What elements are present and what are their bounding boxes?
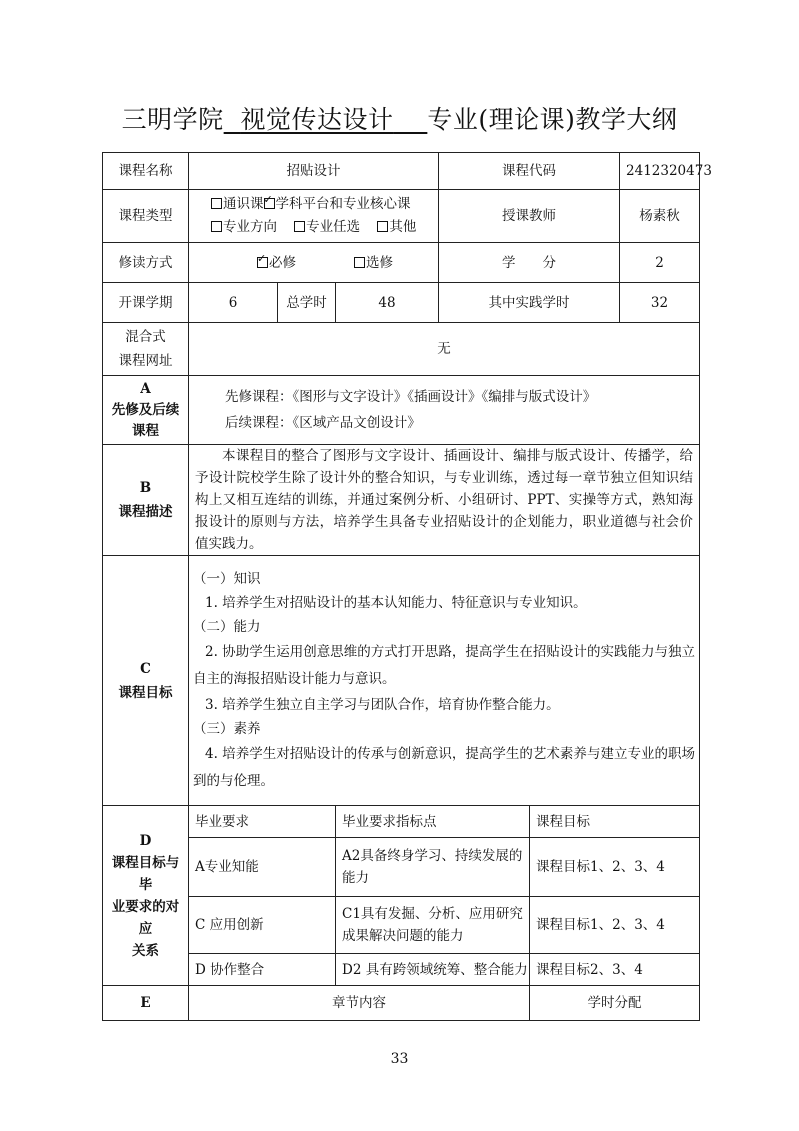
course-type-label: 课程类型 — [103, 190, 189, 243]
total-hours-label: 总学时 — [278, 283, 336, 323]
section-a-content — [189, 376, 700, 445]
objective-heading-knowledge: （一）知识 — [193, 570, 261, 587]
checkbox-icon — [294, 221, 305, 232]
indicator-cell: D2 具有跨领域统筹、整合能力 — [336, 954, 530, 986]
course-description: 本课程目的整合了图形与文字设计、插画设计、编排与版式设计、传播学，给予设计院校学生除了设计外的整合知识，与专业训练，透过每一章节独立但知识结构上又相互连结的训练，并通过案例分析、小组研讨、PPT、实操等方式，熟知海报设计的原则与方法，培养学生具备专业招贴设计的企划能力，职业道德与社会价值实践力。 — [189, 445, 700, 556]
table-row — [103, 838, 700, 897]
course-url-label: 混合式 课程网址 — [103, 323, 189, 376]
teacher-value: 杨素秋 — [620, 190, 700, 243]
checkbox-icon — [354, 257, 365, 268]
teacher-label: 授课教师 — [439, 190, 620, 243]
objective-heading-ability: （二）能力 — [193, 618, 261, 635]
checkbox-core: ✓ 学科平台和专业核心课 — [264, 196, 411, 212]
checkbox-elective: 专业任选 — [294, 219, 360, 235]
section-d-label: D 课程目标与毕 业要求的对应 关系 — [103, 806, 189, 986]
requirement-cell: C 应用创新 — [189, 897, 336, 954]
course-name-label: 课程名称 — [103, 153, 189, 190]
objective-item: 4. 培养学生对招贴设计的传承与创新意识，提高学生的艺术素养与建立专业的职场到的与伦理。 — [193, 745, 696, 789]
practice-hours-value: 32 — [620, 283, 700, 323]
course-name-value: 招贴设计 — [189, 153, 439, 190]
checkbox-direction: 专业方向 — [211, 219, 277, 235]
objective-cell: 课程目标2、3、4 — [530, 954, 700, 986]
section-a-label: A 先修及后续 课程 — [103, 376, 189, 445]
total-hours-value: 48 — [336, 283, 439, 323]
objective-item: 2. 协助学生运用创意思维的方式打开思路，提高学生在招贴设计的实践能力与独立自主的海报招贴设计能力与意识。 — [193, 643, 696, 687]
objective-item: 3. 培养学生独立自主学习与团队合作，培育协作整合能力。 — [205, 696, 560, 713]
section-b-label: B 课程描述 — [103, 445, 189, 556]
title-suffix: 专业(理论课)教学大纲 — [427, 105, 678, 134]
course-code-label: 课程代码 — [439, 153, 620, 190]
page-number: 33 — [390, 1051, 409, 1067]
chapter-content-header: 章节内容 — [189, 986, 530, 1021]
title-school: 三明学院 — [121, 105, 224, 134]
credit-label: 学 分 — [439, 243, 620, 283]
course-code-value: 2412320473 — [620, 153, 700, 190]
checkbox-icon — [211, 221, 222, 232]
checkbox-general: 通识课 — [211, 196, 264, 212]
header-objective: 课程目标 — [530, 806, 700, 838]
study-mode-options — [189, 243, 439, 283]
credit-value: 2 — [620, 243, 700, 283]
course-objectives — [189, 556, 700, 806]
table-row — [103, 897, 700, 954]
study-mode-label: 修读方式 — [103, 243, 189, 283]
term-value: 6 — [189, 283, 278, 323]
checkbox-other: 其他 — [377, 219, 416, 235]
objective-cell: 课程目标1、2、3、4 — [530, 838, 700, 897]
requirement-cell: D 协作整合 — [189, 954, 336, 986]
header-requirement: 毕业要求 — [189, 806, 336, 838]
followup-courses: 后续课程：《区域产品文创设计》 — [225, 415, 421, 431]
practice-hours-label: 其中实践学时 — [439, 283, 620, 323]
header-indicator: 毕业要求指标点 — [336, 806, 530, 838]
prerequisite-courses: 先修课程：《图形与文字设计》《插画设计》《编排与版式设计》 — [225, 389, 597, 405]
checkbox-icon — [211, 198, 222, 209]
table-row — [103, 954, 700, 986]
section-c-label: C 课程目标 — [103, 556, 189, 806]
syllabus-table — [102, 152, 712, 1021]
indicator-cell: A2具备终身学习、持续发展的能力 — [336, 838, 530, 897]
checkbox-optional: 选修 — [296, 255, 393, 271]
section-e-label: E — [103, 986, 189, 1021]
requirement-cell: A专业知能 — [189, 838, 336, 897]
checkbox-required: ✓ 必修 — [195, 255, 296, 271]
term-label: 开课学期 — [103, 283, 189, 323]
page-title — [0, 100, 799, 136]
checkbox-checked-icon — [264, 198, 275, 209]
checkbox-checked-icon — [257, 257, 268, 268]
title-major: 视觉传达设计 — [240, 105, 394, 134]
objective-heading-literacy: （三）素养 — [193, 720, 261, 737]
course-url-value: 无 — [189, 323, 700, 376]
course-type-options — [189, 190, 439, 243]
indicator-cell: C1具有发掘、分析、应用研究成果解决问题的能力 — [336, 897, 530, 954]
hours-allocation-header: 学时分配 — [530, 986, 700, 1021]
objective-cell: 课程目标1、2、3、4 — [530, 897, 700, 954]
objective-item: 1. 培养学生对招贴设计的基本认知能力、特征意识与专业知识。 — [205, 594, 587, 611]
checkbox-icon — [377, 221, 388, 232]
